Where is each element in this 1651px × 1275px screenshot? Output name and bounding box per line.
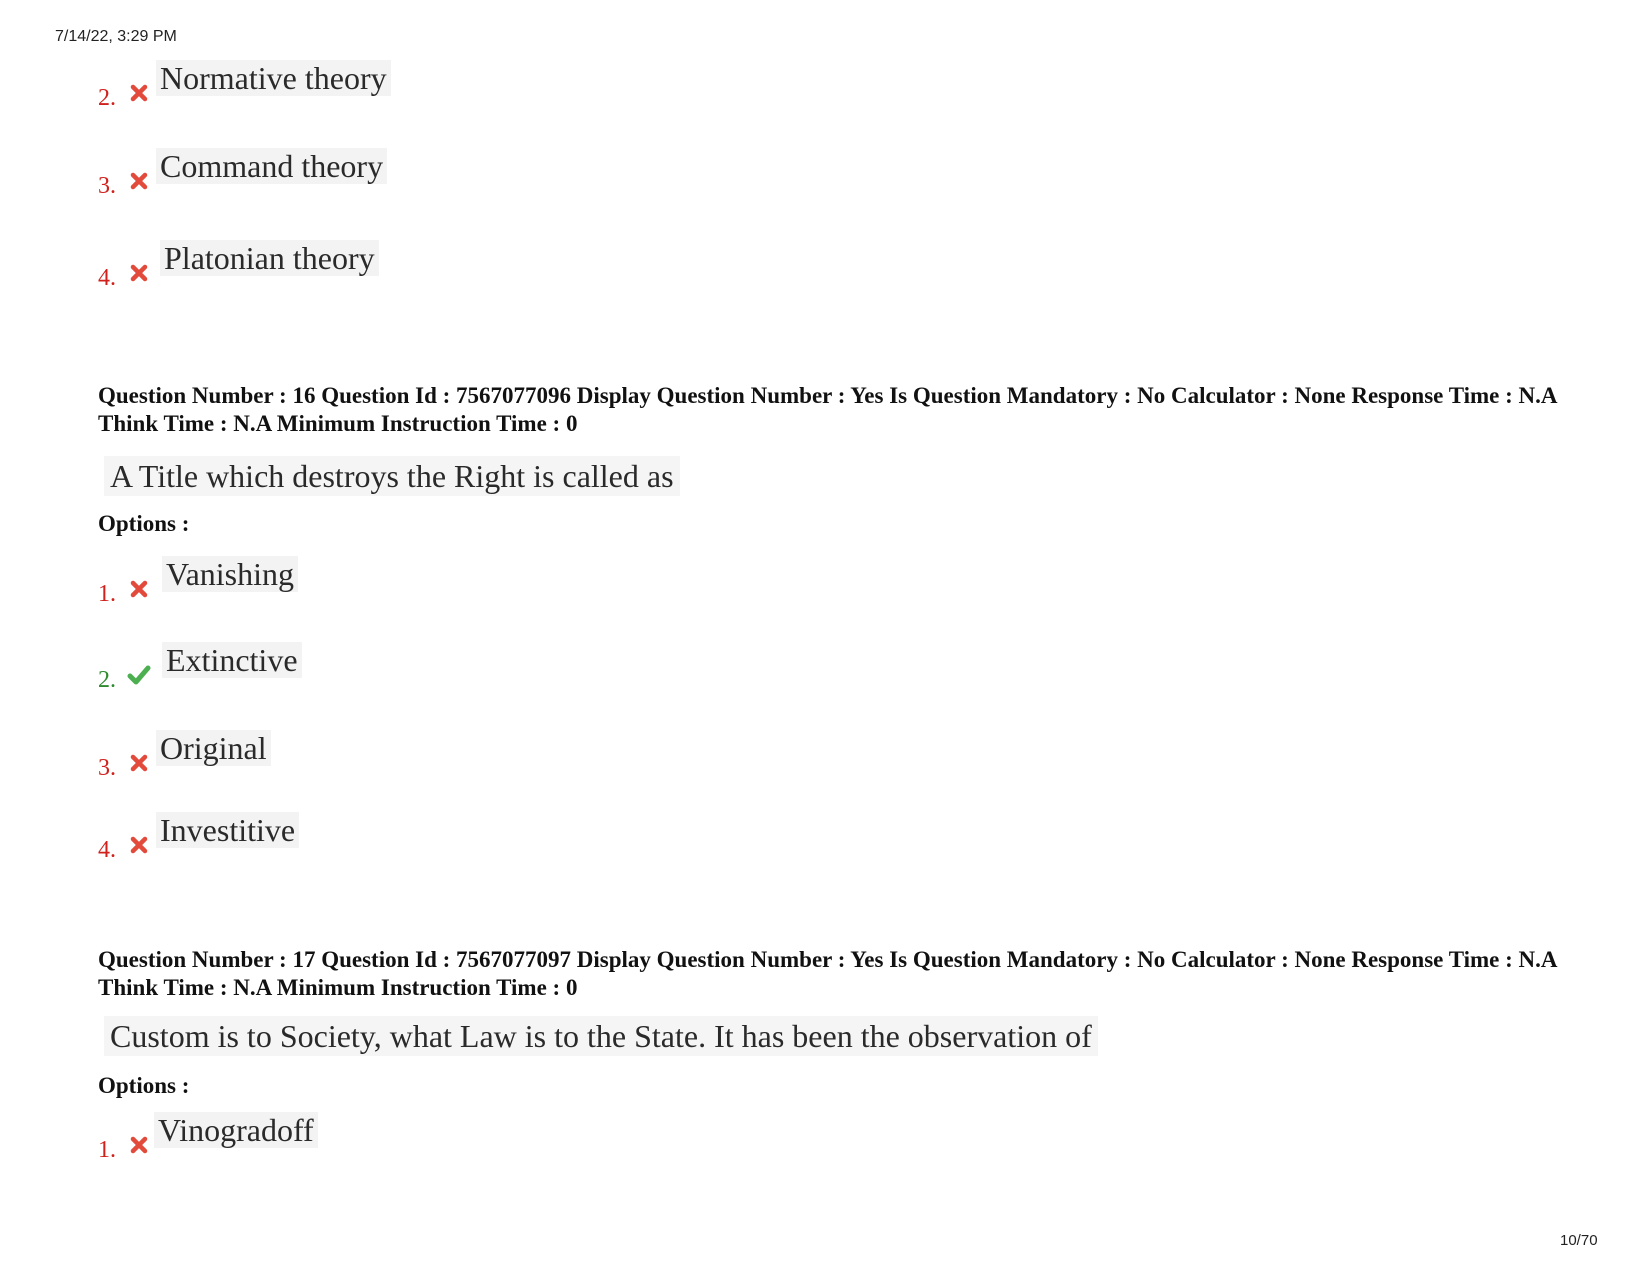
page-number: 10/70: [1560, 1232, 1598, 1249]
cross-icon: [126, 1132, 152, 1158]
option-text: Vinogradoff: [154, 1112, 318, 1148]
option-text: Platonian theory: [160, 240, 379, 276]
cross-icon: [126, 80, 152, 106]
question-17-meta: Question Number : 17 Question Id : 7567077097 Display Question Number : Yes Is Question Mandatory : No Calculator : None Response Time : N.A Think Time : N.A Minimum Instruction Time : 0: [98, 947, 1557, 1000]
question-17-text: Custom is to Society, what Law is to the State. It has been the observation of: [104, 1016, 1098, 1056]
option-text: Command theory: [156, 148, 387, 184]
option-text: Normative theory: [156, 60, 391, 96]
option-number: 2.: [98, 85, 116, 111]
option-number: 3.: [98, 173, 116, 199]
question-16-meta: Question Number : 16 Question Id : 7567077096 Display Question Number : Yes Is Question Mandatory : No Calculator : None Response Time : N.A Think Time : N.A Minimum Instruction Time : 0: [98, 383, 1557, 436]
option-number: 4.: [98, 265, 116, 291]
cross-icon: [126, 576, 152, 602]
option-number: 1.: [98, 581, 116, 607]
options-label: Options :: [98, 511, 190, 536]
option-number: 2.: [98, 667, 116, 693]
option-text: Investitive: [156, 812, 299, 848]
cross-icon: [126, 260, 152, 286]
option-text: Original: [156, 730, 271, 766]
option-text: Extinctive: [162, 642, 302, 678]
cross-icon: [126, 168, 152, 194]
check-icon: [126, 662, 152, 688]
option-number: 1.: [98, 1137, 116, 1163]
option-number: 4.: [98, 837, 116, 863]
options-label: Options :: [98, 1073, 190, 1098]
option-number: 3.: [98, 755, 116, 781]
print-datetime: 7/14/22, 3:29 PM: [55, 28, 177, 45]
cross-icon: [126, 832, 152, 858]
option-text: Vanishing: [162, 556, 298, 592]
cross-icon: [126, 750, 152, 776]
question-16-text: A Title which destroys the Right is called as: [104, 456, 680, 496]
